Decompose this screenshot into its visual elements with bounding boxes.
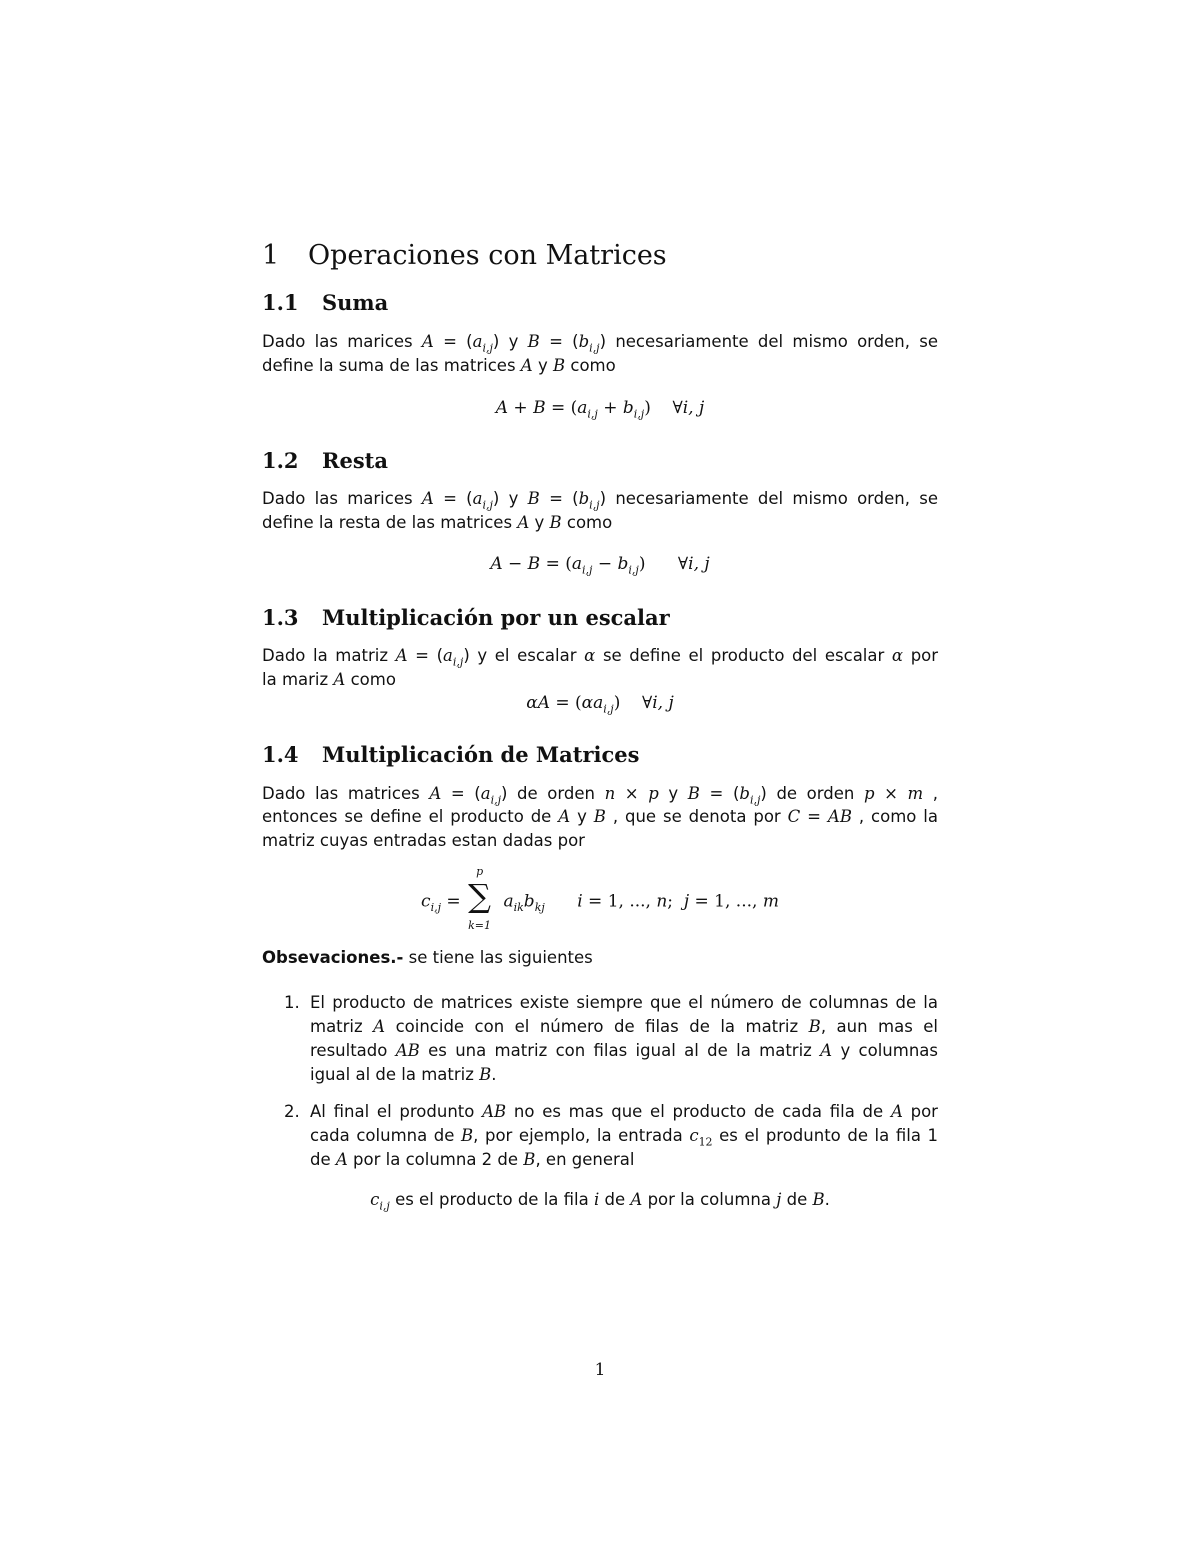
text: Dado las marices: [262, 332, 413, 351]
text: y: [537, 356, 548, 375]
paragraph-suma: Dado las marices $A = (a_{i,j})$ y $B = (b_{i,j})$ necesariamente del mismo orden, se: [262, 332, 939, 355]
text: es el producto de la fila: [395, 1190, 589, 1209]
subsection-heading-resta: [262, 448, 938, 473]
subsection-heading-suma: [262, 290, 938, 315]
subsection-title: Multiplicación de Matrices: [322, 742, 640, 767]
page-number: 1: [594, 1360, 606, 1380]
text: es el produnto de la fila 1 de: [310, 1126, 939, 1169]
text: entonces se define el producto de: [262, 807, 552, 826]
text: la mariz: [262, 670, 329, 689]
text: , que se denota por: [612, 807, 781, 826]
text: , por ejemplo, la entrada: [473, 1126, 683, 1145]
summation-symbol: p ∑ k=1: [468, 865, 491, 932]
section-heading: [262, 240, 938, 271]
list-number: 1.: [284, 993, 300, 1012]
text: coincide con el número de filas de la matriz: [395, 1017, 799, 1036]
text: define la resta de las matrices: [262, 513, 513, 532]
text: como: [350, 670, 396, 689]
text: y: [508, 489, 519, 508]
text: de: [786, 1190, 808, 1209]
paragraph-resta-2: define la resta de las matrices A y B como: [262, 513, 613, 532]
text: y el escalar: [477, 646, 577, 665]
text: por la columna 2 de: [353, 1150, 519, 1169]
paragraph-matrices: Dado las matrices $A = (a_{i,j})$ de orden n × p y $B = (b_{i,j})$ de orden p × m ,: [262, 784, 939, 807]
text: , en general: [535, 1150, 635, 1169]
text: no es mas que el producto de cada fila de: [513, 1102, 884, 1121]
equation-resta: $A - B = (a_{i,j} - b_{i,j})$ ∀i, j: [490, 554, 710, 577]
text: Dado la matriz: [262, 646, 388, 665]
text: se tiene las siguientes: [408, 948, 593, 967]
text: por la columna: [647, 1190, 771, 1209]
observaciones-label: Obsevaciones.-: [262, 948, 404, 967]
text: matriz cuyas entradas estan dadas por: [262, 831, 585, 850]
subsection-number: 1.3: [262, 605, 299, 630]
text: y: [668, 784, 679, 803]
text: define la suma de las matrices: [262, 356, 516, 375]
text: y: [508, 332, 519, 351]
text: , como la: [858, 807, 938, 826]
subsection-title: Resta: [322, 448, 388, 473]
text: como: [566, 513, 613, 532]
text: necesariamente del mismo orden, se: [615, 489, 939, 508]
subsection-number: 1.1: [262, 290, 299, 315]
text: necesariamente del mismo orden, se: [615, 332, 939, 351]
list-number: 2.: [284, 1102, 300, 1121]
text: por cada columna de: [310, 1102, 938, 1145]
equation-escalar: $\alpha A = (\alpha a_{i,j})$ ∀i, j: [526, 693, 674, 716]
paragraph-matrices-3: [262, 829, 938, 853]
text: El producto de matrices existe siempre que el número de columnas de la matriz: [310, 993, 938, 1036]
text: , aun mas el resultado: [310, 1017, 939, 1060]
text: Dado las marices: [262, 489, 413, 508]
subsection-title: Suma: [322, 290, 389, 315]
text: Dado las matrices: [262, 784, 420, 803]
list-item: 2. Al final el produnto AB no es mas que el producto de cada fila de A por cada columna de B, por ejemplo, la entrada $c_{12}$ es el produnto de la fila 1 de A por la columna 2 de B, en general: [284, 1102, 939, 1169]
observaciones-line: [262, 948, 593, 967]
equation-suma: $A + B = (a_{i,j} + b_{i,j})$ ∀i, j: [495, 398, 705, 421]
text: como: [570, 356, 616, 375]
subsection-number: 1.2: [262, 448, 299, 473]
list-item: 1. El producto de matrices existe siempre que el número de columnas de la matriz A coincide con el número de filas de la matriz B, aun mas el resultado AB es una matriz con filas igual al de la matriz A y columnas igual al de la matriz B.: [284, 993, 939, 1084]
text: se define el producto del escalar: [602, 646, 885, 665]
text: por: [910, 646, 939, 665]
section-title: Operaciones con Matrices: [308, 240, 667, 271]
paragraph-matrices-2: entonces se define el producto de A y B , que se denota por C = AB , como la: [262, 807, 938, 826]
final-statement: $c_{i,j}$ es el producto de la fila i de A por la columna j de B.: [370, 1190, 830, 1213]
text: y: [534, 513, 545, 532]
text: es una matriz con filas igual al de la matriz: [428, 1041, 812, 1060]
text: de: [604, 1190, 626, 1209]
subsection-heading-matrices: [262, 742, 938, 767]
paragraph-resta: Dado las marices $A = (a_{i,j})$ y $B = (b_{i,j})$ necesariamente del mismo orden, se: [262, 489, 939, 512]
paragraph-suma-2: define la suma de las matrices A y B como: [262, 356, 616, 375]
paragraph-escalar-2: la mariz A como: [262, 670, 396, 689]
text: de orden: [517, 784, 595, 803]
subsection-number: 1.4: [262, 742, 299, 767]
text: y: [577, 807, 587, 826]
text: Al final el produnto: [310, 1102, 475, 1121]
equation-producto: $c_{i,j}$ = p ∑ k=1 $a_{ik}b_{kj}$ i = 1, ..., n; j = 1, ..., m: [421, 865, 779, 932]
text: y columnas igual al de la matriz: [310, 1041, 938, 1084]
paragraph-escalar: Dado la matriz $A = (a_{i,j})$ y el escalar α se define el producto del escalar α por: [262, 646, 939, 669]
subsection-title: Multiplicación por un escalar: [322, 605, 670, 630]
text: de orden: [776, 784, 855, 803]
subsection-heading-escalar: [262, 605, 938, 630]
section-number: 1: [262, 240, 280, 271]
